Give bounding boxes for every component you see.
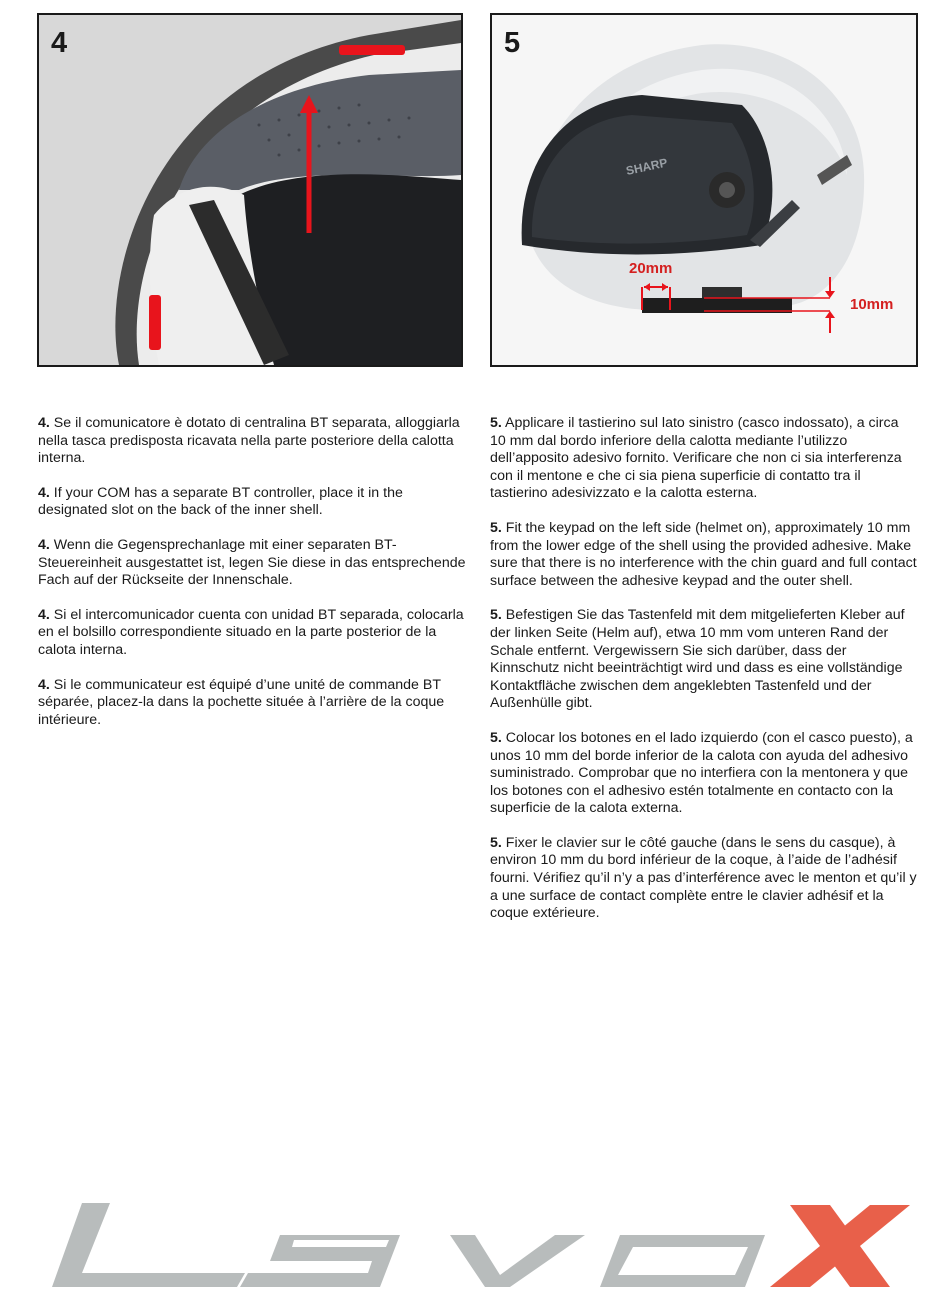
step-5-en: 5. Fit the keypad on the left side (helmet on), approximately 10 mm from the lower edge of the shell using the provided adhesive. Make sure that there is no interference with the chin guard and full contact surface between the adhesive keypad and the outer shell.	[490, 519, 917, 589]
step-4-it: 4. Se il comunicatore è dotato di centralina BT separata, alloggiarla nella tasca predisposta ricavata nella parte posteriore della calotta interna.	[38, 415, 460, 467]
step-4-photo	[37, 13, 463, 367]
step-4-fr: 4. Si le communicateur est équipé d’une unité de commande BT séparée, placez-la dans la pochette située à l’arrière de la coque intérieure.	[38, 676, 445, 728]
levox-logo	[30, 1195, 920, 1295]
step-5-instructions	[490, 415, 918, 940]
helmet-side-illustration	[492, 15, 916, 365]
step-5-es: 5. Colocar los botones en el lado izquierdo (con el casco puesto), a unos 10 mm del borde inferior de la calota con ayuda del adhesivo suministrado. Comprobar que no interfiera con la mentonera y que los botones con el adhesivo estén totalmente en contacto con la superficie de la calota externa.	[490, 729, 913, 817]
step-5-de: 5. Befestigen Sie das Tastenfeld mit dem mitgelieferten Kleber auf der linken Seite (Helm auf), etwa 10 mm vom unteren Rand der Schale entfernt. Vergewissern Sie sich darüber, dass der Kinnschutz nicht beeinträchtigt wird und dass es eine vollständige Kontaktfläche zwischen dem angeklebten Tastenfeld und der Außenhülle gibt.	[490, 607, 905, 712]
step-5-photo	[490, 13, 918, 367]
step-4-number: 4	[51, 27, 68, 59]
dim-20mm-label: 20mm	[629, 260, 673, 277]
step-4-en: 4. If your COM has a separate BT controller, place it in the designated slot on the back of the inner shell.	[38, 484, 403, 519]
logo-levo-letters	[52, 1203, 765, 1287]
step-4-de: 4. Wenn die Gegensprechanlage mit einer separaten BT-Steuereinheit ausgestattet ist, legen Sie diese in das entsprechende Fach auf der Rückseite der Innenschale.	[38, 536, 466, 589]
red-marker-side	[149, 295, 161, 350]
step-5-it: 5. Applicare il tastierino sul lato sinistro (casco indossato), a circa 10 mm dal bordo inferiore della calotta mediante l’utilizzo dell’apposito adesivo fornito. Verificare che non ci sia interferenza con il mentone e che ci sia piena superficie di contatto tra il tastierino adesivizzato e la calotta esterna.	[490, 415, 902, 502]
keypad	[702, 287, 742, 298]
step-4-instructions	[38, 415, 466, 746]
step-4-es: 4. Si el intercomunicador cuenta con unidad BT separada, colocarla en el bolsillo correspondiente situado en la parte posterior de la calota interna.	[38, 606, 464, 658]
helmet-interior-illustration	[39, 15, 461, 365]
dim-10mm-label: 10mm	[850, 296, 894, 313]
red-marker-top	[339, 45, 405, 55]
svg-text:SHARP: SHARP	[624, 155, 669, 178]
step-5-number: 5	[504, 27, 521, 59]
step-5-fr: 5. Fixer le clavier sur le côté gauche (dans le sens du casque), à environ 10 mm du bord inférieur de la coque, à l’aide de l’adhésif fourni. Vérifiez qu’il n’y a pas d’interférence avec le menton et qu’il y a une surface de contact complète entre le clavier adhésif et la coque extérieure.	[490, 834, 917, 922]
logo-x-letter	[770, 1205, 910, 1287]
